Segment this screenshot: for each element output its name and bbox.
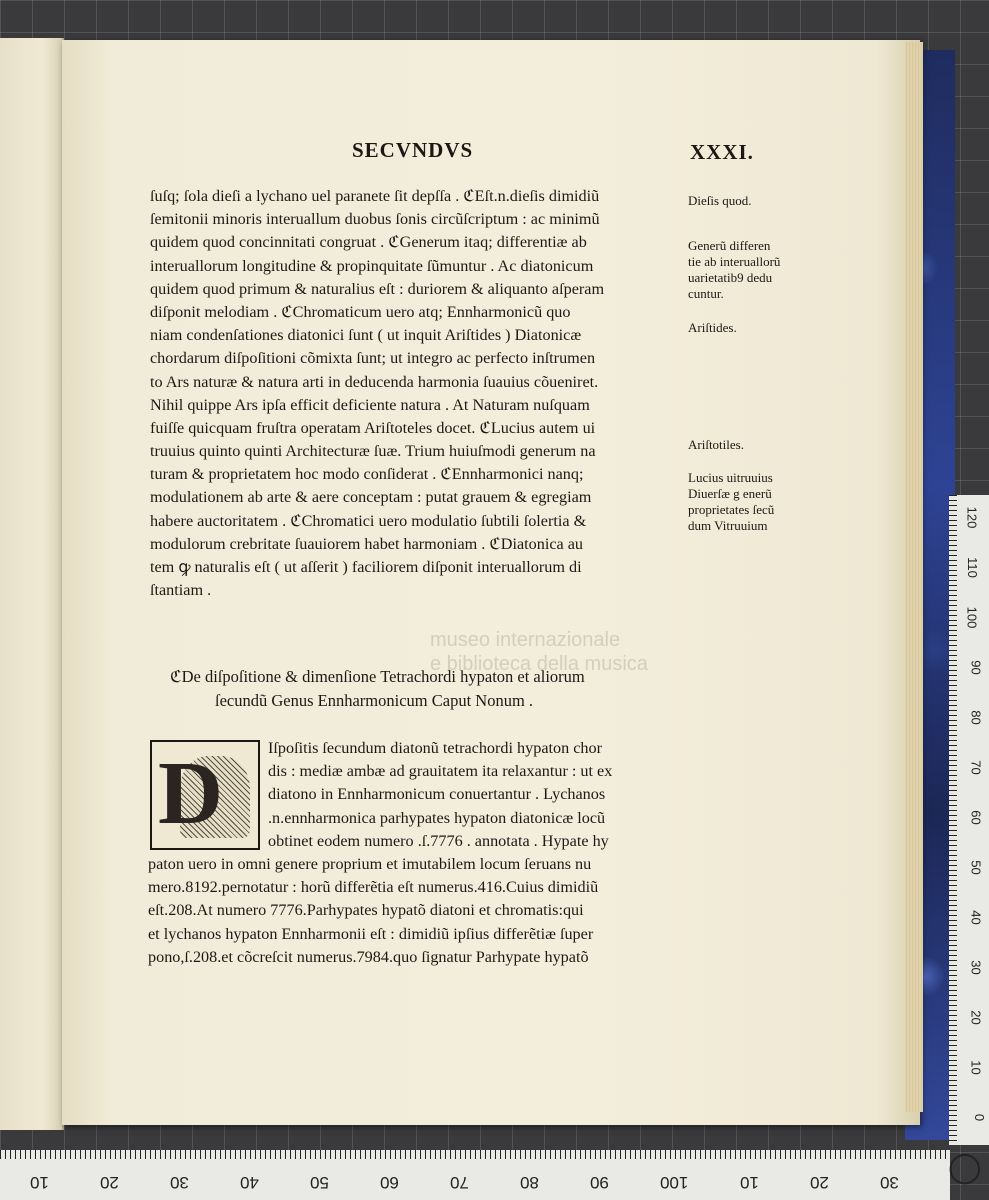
ruler-mark: 70: [968, 760, 984, 775]
ruler-mark: 110: [965, 557, 981, 578]
full-width-text-block: [148, 853, 675, 969]
chapter-heading: [170, 665, 670, 713]
ruler-mark: 50: [968, 860, 984, 875]
main-text-block: [150, 185, 675, 602]
margin-note-line: Ariſtides.: [688, 320, 737, 335]
ruler-mark: 100: [964, 606, 980, 629]
margin-note: [688, 320, 798, 336]
ruler-mark: 40: [968, 910, 984, 925]
folio-number: XXXI.: [690, 140, 754, 164]
indented-text-block: [268, 737, 673, 853]
ruler-mark: 90: [590, 1173, 609, 1192]
stamp-line: museo internazionale: [430, 629, 621, 651]
margin-note-line: dum Vitruuium: [688, 518, 768, 533]
text-line: interuallorum longitudine & propinquitate ſũmuntur . Ac diatonicum: [150, 256, 594, 275]
ruler-mark: 30: [880, 1173, 899, 1192]
text-line: diatono in Ennharmonicum conuertantur . Lychanos: [268, 785, 606, 804]
margin-note: [688, 470, 798, 534]
text-line: et lychanos hypaton Ennharmonii eſt : dimidiũ ipſius differẽtiæ ſuper: [148, 924, 594, 943]
ruler-mark: 90: [968, 660, 984, 675]
ruler-mark: 70: [450, 1173, 469, 1192]
text-line: chordarum diſpoſitioni cõmixta ſunt; ut integro ac perfecto inſtrumen: [150, 349, 596, 368]
ruler-mark: 10: [30, 1173, 49, 1192]
ruler-mark: 60: [968, 810, 984, 825]
text-line: mero.8192.pernotatur : horũ differẽtia eſt numerus.416.Cuius dimidiũ: [148, 878, 599, 897]
text-line: diſponit melodiam . ℭChromaticum uero atq; Ennharmonicũ quo: [150, 302, 571, 321]
text-line: modulationem ab arte & aere conceptam : putat grauem & egregiam: [150, 488, 592, 507]
chapter-heading-line: ſecundũ Genus Ennharmonicum Caput Nonum .: [215, 691, 534, 710]
text-line: ſuſq; ſola dieſi a lychano uel paranete ſit depſſa . ℭEſt.n.dieſis dimidiũ: [150, 187, 600, 205]
text-line: to Ars naturæ & natura arti in deducenda harmonia ſuauius cõueniret.: [150, 372, 599, 391]
margin-note-line: Lucius uitruuius: [688, 470, 773, 485]
margin-note-line: Generũ differen: [688, 238, 771, 253]
ruler-mark: 40: [240, 1173, 259, 1192]
margin-note-line: Diuerſæ g enerũ: [688, 486, 772, 501]
text-line: truuius quinto quinti Architecturæ ſuæ. Trium huiuſmodi generum na: [150, 442, 596, 461]
ruler-mark: 80: [968, 710, 984, 725]
text-line: pono,ſ.208.et cõcreſcit numerus.7984.quo ſignatur Parhypate hypatõ: [148, 947, 589, 966]
text-line: habere auctoritatem . ℭChromatici uero modulatio ſubtili ſolertia &: [150, 511, 587, 530]
page-fore-edge: [905, 42, 923, 1112]
text-line: quidem quod concinnitati congruat . ℭGenerum itaq; differentiæ ab: [150, 233, 587, 252]
ruler-mark: 20: [968, 1010, 984, 1025]
ruler-mark: 100: [660, 1173, 689, 1192]
ruler-mark: 0: [971, 1113, 987, 1122]
text-line: quidem quod primum & naturalius eſt : duriorem & aliquanto aſperam: [150, 279, 605, 298]
ruler-mark: 120: [964, 506, 980, 529]
text-line: ſemitonii minoris interuallum duobus ſonis circũſcriptum : ac minimũ: [150, 210, 600, 229]
margin-note-line: Ariſtotiles.: [688, 437, 744, 452]
margin-note: [688, 437, 798, 453]
ruler-mark: 50: [310, 1173, 329, 1192]
margin-note-line: cuntur.: [688, 286, 724, 301]
text-line: fuiſſe quicquam fruſtra operatam Ariſtoteles docet. ℭLucius autem ui: [150, 418, 596, 437]
vertical-ruler: [949, 495, 989, 1145]
ruler-origin-circle-icon: ◯: [948, 1151, 982, 1184]
text-line: ſtantiam .: [150, 581, 212, 600]
margin-note-line: tie ab interuallorũ: [688, 254, 781, 269]
ruler-mark: 80: [520, 1173, 539, 1192]
text-line: Nihil quippe Ars ipſa efficit deficiente natura . At Naturam nuſquam: [150, 395, 590, 414]
text-line: niam condenſationes diatonici ſunt ( ut inquit Ariſtides ) Diatonicæ: [150, 326, 582, 345]
text-line: Iſpoſitis ſecundum diatonũ tetrachordi hypaton chor: [268, 739, 603, 757]
text-line: tem ꝙ naturalis eſt ( ut aſſerit ) faciliorem diſponit interuallorum di: [150, 558, 582, 576]
ruler-mark: 20: [100, 1173, 119, 1192]
ruler-mark: 30: [968, 960, 984, 975]
margin-note: [688, 193, 798, 209]
chapter-heading-line: ℭDe diſpoſitione & dimenſione Tetrachordi hypaton et aliorum: [170, 667, 585, 686]
margin-note-line: Dieſis quod.: [688, 193, 752, 208]
left-page-edge: [0, 38, 64, 1130]
text-line: obtinet eodem numero .ſ.7776 . annotata . Hypate hy: [268, 831, 609, 850]
text-line: turam & proprietatem hoc modo conſiderat . ℭEnnharmonici nanq;: [150, 465, 584, 484]
horizontal-ruler: [0, 1150, 950, 1200]
initial-letter: D: [158, 744, 223, 843]
ruler-mark: 30: [170, 1173, 189, 1192]
text-line: .n.ennharmonica parhypates hypaton diatonicæ locũ: [268, 808, 606, 827]
ruler-mark: 20: [810, 1173, 829, 1192]
text-line: eſt.208.At numero 7776.Parhypates hypatõ diatoni et chromatis:qui: [148, 901, 584, 920]
running-head: SECVNDVS: [352, 138, 474, 162]
margin-note-line: uarietatib9 dedu: [688, 270, 773, 285]
ruler-mark: 10: [740, 1173, 759, 1192]
text-line: paton uero in omni genere proprium et imutabilem locum ſeruans nu: [148, 855, 592, 873]
margin-note-line: proprietates ſecũ: [688, 502, 775, 517]
ruler-mark: 60: [380, 1173, 399, 1192]
margin-note: [688, 238, 798, 302]
decorated-initial: [150, 740, 260, 850]
ruler-mark: 10: [968, 1060, 984, 1075]
text-line: dis : mediæ ambæ ad grauitatem ita relaxantur : ut ex: [268, 762, 613, 781]
text-line: modulorum crebritate ſuauiorem habet harmoniam . ℭDiatonica au: [150, 534, 584, 553]
stamp-line: e biblioteca della musica: [430, 653, 648, 675]
